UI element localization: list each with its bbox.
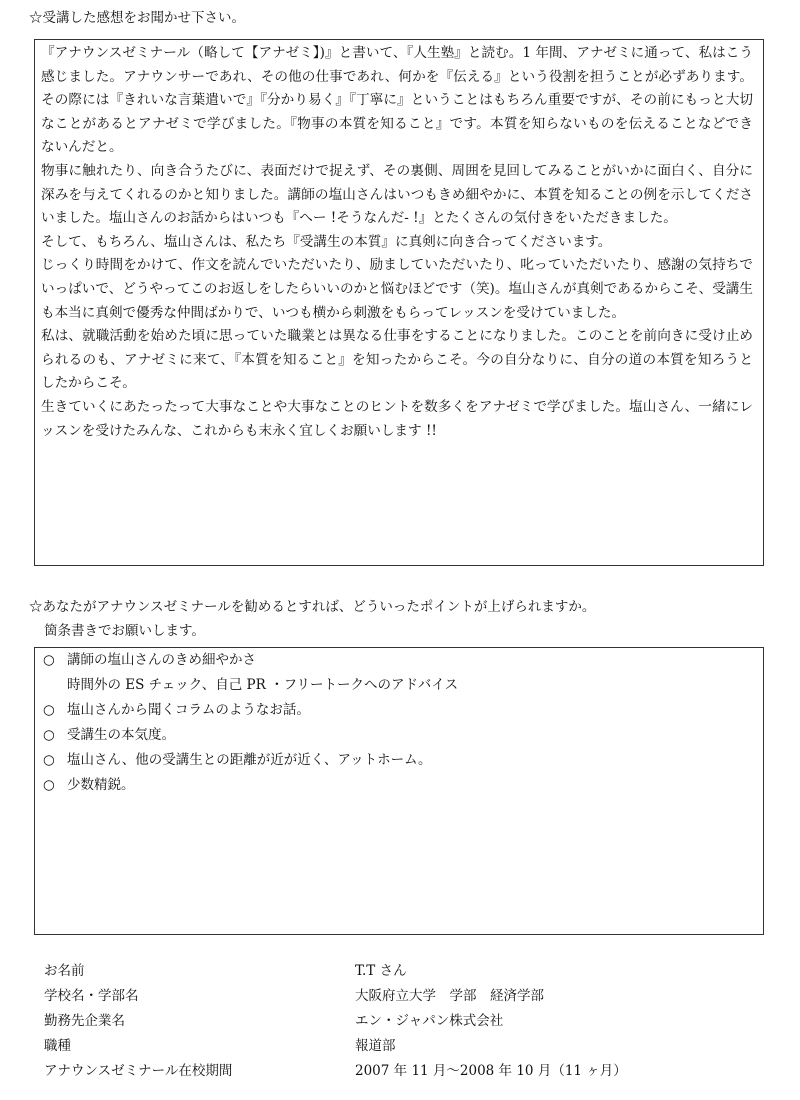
recommendation-item <box>43 698 753 723</box>
profile-row-job <box>44 1034 764 1059</box>
question-2-prompt: ☆あなたがアナウンスゼミナールを勧めるとすれば、どういったポイントが上げられますか。 <box>29 599 596 615</box>
recommendation-text: 受講生の本気度。 <box>67 727 175 743</box>
recommendation-text: 少数精鋭。 <box>67 777 135 793</box>
recommendation-item <box>43 773 753 798</box>
answer-paragraph-4: じっくり時間をかけて、作文を読んでいただいたり、励ましていただいたり、叱っていただいたり、感謝の気持ちでいっぱいで、どうやってこのお返しをしたらいいのかと悩むほどです（笑)。塩山さんが真剣であるからこそ、受講生も本当に真剣で優秀な仲間ばかりで、いつも横から刺激をもらってレッスンを受けていました。 <box>41 257 753 321</box>
profile-value: 報道部 <box>355 1038 396 1054</box>
profile-table <box>44 959 764 1084</box>
profile-row-school <box>44 984 764 1009</box>
profile-row-name <box>44 959 764 984</box>
question-2-subprompt: 箇条書きでお願いします。 <box>44 623 205 639</box>
profile-value: 2007 年 11 月～2008 年 10 月（11 ヶ月） <box>355 1063 627 1079</box>
recommendation-detail: 時間外の ES チェック、自己 PR ・フリートークへのアドバイス <box>67 677 459 693</box>
recommendation-item <box>43 748 753 773</box>
recommendation-text: 塩山さん、他の受講生との距離が近が近く、アットホーム。 <box>67 752 432 768</box>
recommendation-text: 塩山さんから聞くコラムのようなお話。 <box>67 702 310 718</box>
bullet-circle-icon: ○ <box>43 652 55 668</box>
question-1-prompt: ☆受講した感想をお聞かせ下さい。 <box>29 10 245 26</box>
profile-row-period <box>44 1059 764 1084</box>
impressions-answer-box <box>34 39 764 566</box>
bullet-circle-icon: ○ <box>43 727 55 743</box>
profile-label: 勤務先企業名 <box>44 1013 125 1029</box>
answer-paragraph-2: 物事に触れたり、向き合うたびに、表面だけで捉えず、その裏側、周囲を見回してみることがいかに面白く、自分に深みを与えてくれるのかと知りました。講師の塩山さんはいつもきめ細やかに、本質を知ることの例を示してくださいました。塩山さんのお話からはいつも『へー !そうなんだ- !』とたくさんの気付きをいただきました。 <box>41 162 753 227</box>
profile-row-company <box>44 1009 764 1034</box>
recommendation-item <box>43 723 753 748</box>
profile-label: 学校名・学部名 <box>44 988 139 1004</box>
answer-paragraph-3: そして、もちろん、塩山さんは、私たち『受講生の本質』に真剣に向き合ってくださいます。 <box>41 233 612 250</box>
bullet-circle-icon: ○ <box>43 752 55 768</box>
answer-paragraph-1: 『アナウンスゼミナール（略して【アナゼミ】)』と書いて、『人生塾』と読む。1 年間、アナゼミに通って、私はこう感じました。アナウンサーであれ、その他の仕事であれ、何かを『伝える』という役割を担うことが必ずあります。その際には『きれいな言葉遣いで』『分かり易く』『丁寧に』ということはもちろん重要ですが、その前にもっと大切なことがあるとアナゼミで学びました。『物事の本質を知ること』です。本質を知らないものを伝えることなどできないんだと。 <box>41 45 753 156</box>
answer-paragraph-5: 私は、就職活動を始めた頃に思っていた職業とは異なる仕事をすることになりました。このことを前向きに受け止められるのも、アナゼミに来て、『本質を知ること』を知ったからこそ。今の自分なりに、自分の道の本質を知ろうとしたからこそ。 <box>41 328 753 392</box>
recommendation-answer-box <box>34 647 764 935</box>
bullet-circle-icon: ○ <box>43 702 55 718</box>
profile-label: 職種 <box>44 1038 71 1054</box>
answer-paragraph-6: 生きていくにあたったって大事なことや大事なことのヒントを数多くをアナゼミで学びました。塩山さん、一緒にレッスンを受けたみんな、これからも末永く宜しくお願いします !! <box>41 398 753 439</box>
recommendation-item <box>43 648 753 673</box>
profile-value: 大阪府立大学 学部 経済学部 <box>355 988 544 1004</box>
bullet-circle-icon: ○ <box>43 777 55 793</box>
profile-label: お名前 <box>44 963 85 979</box>
profile-value: T.T さん <box>355 963 407 979</box>
profile-label: アナウンスゼミナール在校期間 <box>44 1063 233 1079</box>
profile-value: エン・ジャパン株式会社 <box>355 1013 504 1029</box>
recommendation-text: 講師の塩山さんのきめ細やかさ <box>67 652 256 668</box>
